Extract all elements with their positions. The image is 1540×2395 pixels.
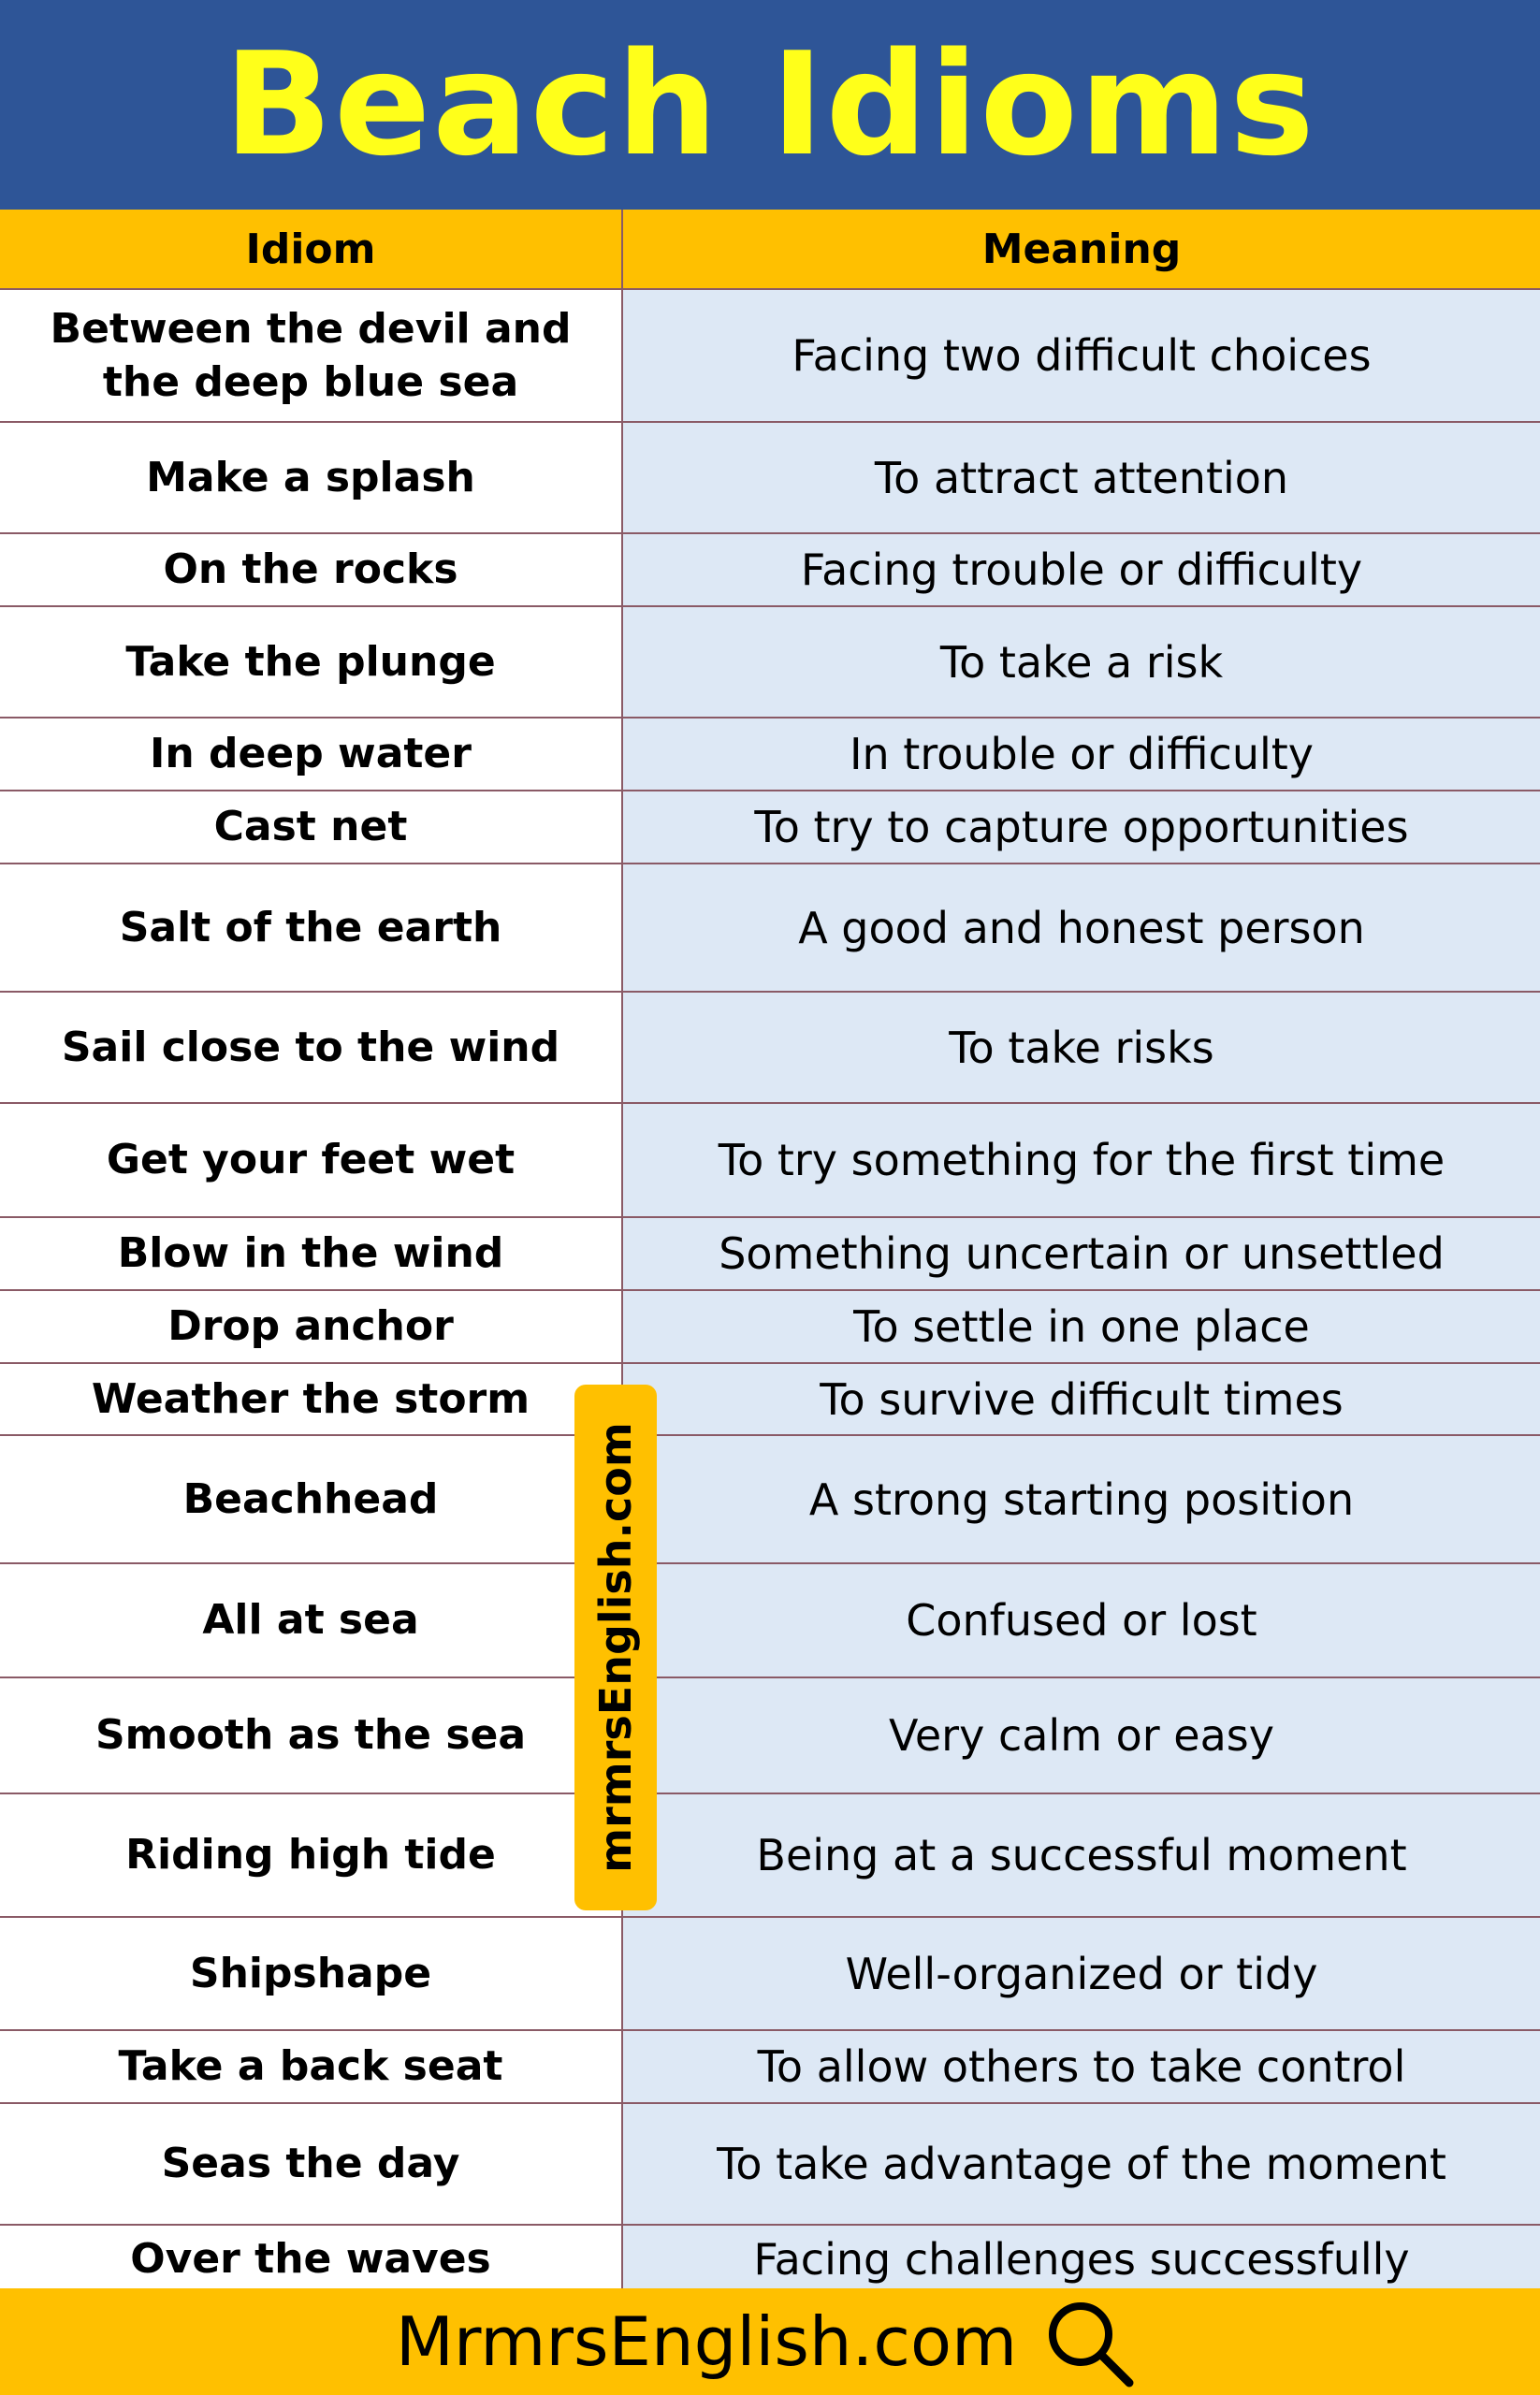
idiom-cell: Blow in the wind	[0, 1218, 621, 1289]
search-icon[interactable]	[1039, 2295, 1144, 2388]
meaning-cell: To allow others to take control	[623, 2031, 1540, 2102]
idiom-cell: Salt of the earth	[0, 864, 621, 991]
idiom-cell: In deep water	[0, 718, 621, 790]
idiom-cell: Weather the storm	[0, 1364, 621, 1434]
idiom-cell: Make a splash	[0, 423, 621, 532]
table-row	[0, 864, 1540, 993]
table-row	[0, 2226, 1540, 2295]
table-row	[0, 1218, 1540, 1291]
meaning-cell: To take advantage of the moment	[623, 2104, 1540, 2224]
table-header	[0, 210, 1540, 290]
idiom-cell: On the rocks	[0, 534, 621, 605]
table-row	[0, 993, 1540, 1104]
table-row	[0, 1364, 1540, 1436]
meaning-cell: To settle in one place	[623, 1291, 1540, 1362]
table-row	[0, 290, 1540, 423]
table-row	[0, 423, 1540, 534]
meaning-cell: To try something for the first time	[623, 1104, 1540, 1216]
meaning-cell: Facing challenges successfully	[623, 2226, 1540, 2293]
idiom-cell: Between the devil and the deep blue sea	[0, 290, 621, 421]
idiom-cell: Riding high tide	[0, 1794, 621, 1916]
meaning-cell: To take a risk	[623, 607, 1540, 717]
idiom-cell: Take a back seat	[0, 2031, 621, 2102]
meaning-cell: Very calm or easy	[623, 1678, 1540, 1793]
idiom-cell: All at sea	[0, 1564, 621, 1676]
idiom-cell: Beachhead	[0, 1436, 621, 1562]
title-banner	[0, 0, 1540, 210]
meaning-cell: Confused or lost	[623, 1564, 1540, 1676]
idiom-cell: Shipshape	[0, 1918, 621, 2029]
watermark-badge	[574, 1385, 657, 1910]
table-row	[0, 1794, 1540, 1918]
table-row	[0, 607, 1540, 718]
meaning-cell: To attract attention	[623, 423, 1540, 532]
meaning-cell: Something uncertain or unsettled	[623, 1218, 1540, 1289]
column-header-meaning: Meaning	[981, 225, 1182, 273]
meaning-cell: To try to capture opportunities	[623, 791, 1540, 863]
meaning-cell: To survive difficult times	[623, 1364, 1540, 1434]
table-row	[0, 2031, 1540, 2104]
table-row	[0, 534, 1540, 607]
idiom-cell: Drop anchor	[0, 1291, 621, 1362]
table-row	[0, 1678, 1540, 1794]
column-header-idiom: Idiom	[245, 225, 376, 273]
table-row	[0, 2104, 1540, 2226]
table-row	[0, 791, 1540, 864]
idiom-cell: Cast net	[0, 791, 621, 863]
meaning-cell: Being at a successful moment	[623, 1794, 1540, 1916]
table-row	[0, 1918, 1540, 2031]
meaning-cell: A good and honest person	[623, 864, 1540, 991]
footer-banner	[0, 2288, 1540, 2395]
meaning-cell: To take risks	[623, 993, 1540, 1102]
watermark-text: mrmrsEnglish.com	[590, 1422, 641, 1873]
table-row	[0, 1564, 1540, 1678]
meaning-cell: In trouble or difficulty	[623, 718, 1540, 790]
page-title: Beach Idioms	[224, 22, 1316, 187]
table-row	[0, 1436, 1540, 1564]
idiom-cell: Smooth as the sea	[0, 1678, 621, 1793]
idiom-cell: Over the waves	[0, 2226, 621, 2293]
idiom-cell: Seas the day	[0, 2104, 621, 2224]
idiom-cell: Take the plunge	[0, 607, 621, 717]
footer-site-link[interactable]: MrmrsEnglish.com	[395, 2302, 1018, 2381]
meaning-cell: Facing trouble or difficulty	[623, 534, 1540, 605]
table-row	[0, 1291, 1540, 1364]
idiom-cell: Get your feet wet	[0, 1104, 621, 1216]
table-row	[0, 1104, 1540, 1218]
meaning-cell: A strong starting position	[623, 1436, 1540, 1562]
table-row	[0, 718, 1540, 791]
meaning-cell: Facing two difficult choices	[623, 290, 1540, 421]
meaning-cell: Well-organized or tidy	[623, 1918, 1540, 2029]
idiom-cell: Sail close to the wind	[0, 993, 621, 1102]
